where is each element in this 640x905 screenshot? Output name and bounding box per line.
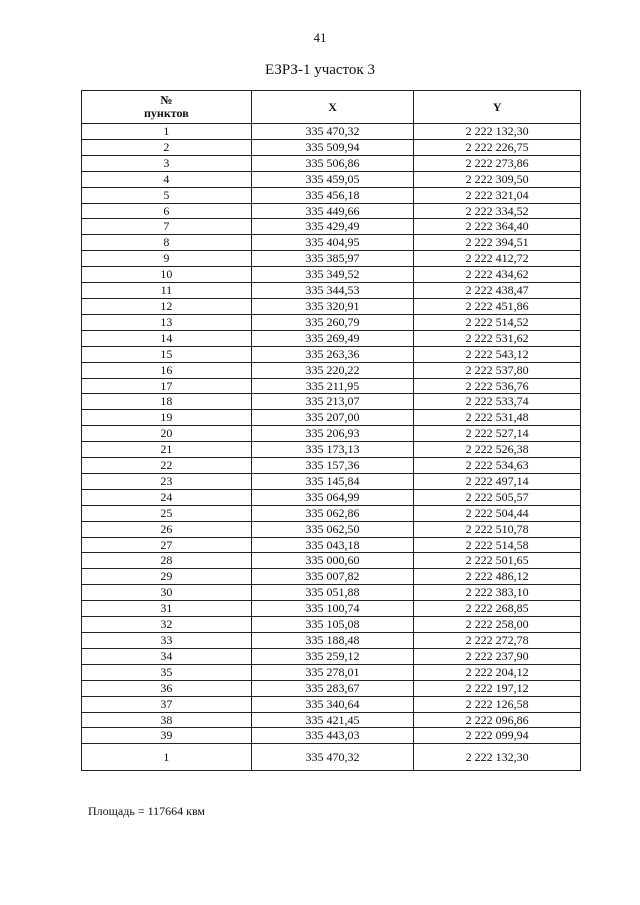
cell-x: 335 100,74	[251, 601, 414, 617]
cell-point-number: 19	[82, 410, 252, 426]
cell-point-number: 23	[82, 473, 252, 489]
page-number: 41	[313, 30, 327, 45]
cell-x: 335 283,67	[251, 680, 414, 696]
cell-point-number: 22	[82, 458, 252, 474]
cell-x: 335 449,66	[251, 203, 414, 219]
cell-y: 2 222 536,76	[414, 378, 581, 394]
cell-y: 2 222 497,14	[414, 473, 581, 489]
cell-point-number: 24	[82, 489, 252, 505]
table-row	[82, 553, 581, 569]
table-row	[82, 187, 581, 203]
table-row	[82, 601, 581, 617]
table-row	[82, 283, 581, 299]
cell-point-number: 31	[82, 601, 252, 617]
table-row	[82, 124, 581, 140]
cell-x: 335 007,82	[251, 569, 414, 585]
cell-y: 2 222 226,75	[414, 139, 581, 155]
table-row	[82, 585, 581, 601]
table-row	[82, 251, 581, 267]
table-row	[82, 426, 581, 442]
cell-x: 335 188,48	[251, 633, 414, 649]
cell-point-number: 36	[82, 680, 252, 696]
cell-point-number: 30	[82, 585, 252, 601]
cell-y: 2 222 501,65	[414, 553, 581, 569]
cell-y: 2 222 126,58	[414, 696, 581, 712]
table-row	[82, 155, 581, 171]
cell-point-number: 28	[82, 553, 252, 569]
cell-point-number: 35	[82, 664, 252, 680]
cell-x: 335 509,94	[251, 139, 414, 155]
table-row	[82, 219, 581, 235]
cell-point-number: 33	[82, 633, 252, 649]
area-text: Площадь = 117664 квм	[88, 804, 206, 818]
cell-x: 335 064,99	[251, 489, 414, 505]
cell-y: 2 222 309,50	[414, 171, 581, 187]
cell-point-number: 13	[82, 314, 252, 330]
cell-x: 335 173,13	[251, 442, 414, 458]
cell-point-number: 25	[82, 505, 252, 521]
cell-point-number: 26	[82, 521, 252, 537]
cell-point-number: 20	[82, 426, 252, 442]
table-row	[82, 664, 581, 680]
cell-y: 2 222 132,30	[414, 124, 581, 140]
cell-x: 335 145,84	[251, 473, 414, 489]
cell-point-number: 38	[82, 712, 252, 728]
cell-y: 2 222 334,52	[414, 203, 581, 219]
cell-point-number: 9	[82, 251, 252, 267]
cell-y: 2 222 531,62	[414, 330, 581, 346]
cell-x: 335 213,07	[251, 394, 414, 410]
cell-y: 2 222 533,74	[414, 394, 581, 410]
cell-point-number: 12	[82, 298, 252, 314]
table-row	[82, 537, 581, 553]
cell-point-number: 3	[82, 155, 252, 171]
cell-y: 2 222 364,40	[414, 219, 581, 235]
cell-point-number: 14	[82, 330, 252, 346]
cell-y: 2 222 412,72	[414, 251, 581, 267]
cell-x: 335 051,88	[251, 585, 414, 601]
header-point-number: № пунктов	[82, 91, 252, 124]
cell-y: 2 222 258,00	[414, 617, 581, 633]
cell-point-number: 2	[82, 139, 252, 155]
table-row	[82, 410, 581, 426]
cell-x: 335 157,36	[251, 458, 414, 474]
cell-x: 335 062,86	[251, 505, 414, 521]
cell-y: 2 222 197,12	[414, 680, 581, 696]
cell-y: 2 222 451,86	[414, 298, 581, 314]
table-row	[82, 744, 581, 771]
cell-x: 335 269,49	[251, 330, 414, 346]
cell-x: 335 443,03	[251, 728, 414, 744]
cell-y: 2 222 438,47	[414, 283, 581, 299]
cell-point-number: 18	[82, 394, 252, 410]
cell-point-number: 16	[82, 362, 252, 378]
header-x: X	[251, 91, 414, 124]
table-row	[82, 267, 581, 283]
cell-point-number: 21	[82, 442, 252, 458]
table-row	[82, 139, 581, 155]
cell-point-number: 5	[82, 187, 252, 203]
cell-x: 335 340,64	[251, 696, 414, 712]
cell-x: 335 220,22	[251, 362, 414, 378]
table-row	[82, 362, 581, 378]
cell-y: 2 222 132,30	[414, 744, 581, 771]
cell-point-number: 7	[82, 219, 252, 235]
table-row	[82, 680, 581, 696]
table-row	[82, 235, 581, 251]
cell-point-number: 17	[82, 378, 252, 394]
cell-x: 335 344,53	[251, 283, 414, 299]
cell-point-number: 11	[82, 283, 252, 299]
cell-y: 2 222 531,48	[414, 410, 581, 426]
cell-x: 335 459,05	[251, 171, 414, 187]
table-row	[82, 171, 581, 187]
table-row	[82, 489, 581, 505]
cell-y: 2 222 237,90	[414, 648, 581, 664]
table-row	[82, 633, 581, 649]
cell-y: 2 222 096,86	[414, 712, 581, 728]
cell-y: 2 222 527,14	[414, 426, 581, 442]
table-row	[82, 203, 581, 219]
cell-x: 335 043,18	[251, 537, 414, 553]
cell-y: 2 222 514,52	[414, 314, 581, 330]
table-row	[82, 473, 581, 489]
table-row	[82, 505, 581, 521]
cell-x: 335 260,79	[251, 314, 414, 330]
cell-y: 2 222 383,10	[414, 585, 581, 601]
cell-y: 2 222 537,80	[414, 362, 581, 378]
table-row	[82, 458, 581, 474]
cell-y: 2 222 504,44	[414, 505, 581, 521]
cell-point-number: 1	[82, 124, 252, 140]
cell-x: 335 259,12	[251, 648, 414, 664]
cell-point-number: 8	[82, 235, 252, 251]
table-row	[82, 298, 581, 314]
cell-x: 335 506,86	[251, 155, 414, 171]
table-row	[82, 346, 581, 362]
table-row	[82, 712, 581, 728]
cell-point-number: 34	[82, 648, 252, 664]
cell-y: 2 222 394,51	[414, 235, 581, 251]
cell-x: 335 000,60	[251, 553, 414, 569]
cell-y: 2 222 543,12	[414, 346, 581, 362]
cell-point-number: 39	[82, 728, 252, 744]
table-row	[82, 378, 581, 394]
table-header-row	[82, 91, 581, 124]
table-row	[82, 648, 581, 664]
table-row	[82, 330, 581, 346]
cell-point-number: 27	[82, 537, 252, 553]
cell-y: 2 222 204,12	[414, 664, 581, 680]
table-row	[82, 617, 581, 633]
cell-point-number: 4	[82, 171, 252, 187]
cell-x: 335 105,08	[251, 617, 414, 633]
cell-y: 2 222 099,94	[414, 728, 581, 744]
table-row	[82, 394, 581, 410]
cell-x: 335 211,95	[251, 378, 414, 394]
cell-point-number: 29	[82, 569, 252, 585]
cell-point-number: 32	[82, 617, 252, 633]
cell-x: 335 470,32	[251, 744, 414, 771]
table-row	[82, 569, 581, 585]
cell-x: 335 206,93	[251, 426, 414, 442]
cell-point-number: 37	[82, 696, 252, 712]
cell-x: 335 429,49	[251, 219, 414, 235]
cell-y: 2 222 268,85	[414, 601, 581, 617]
cell-point-number: 6	[82, 203, 252, 219]
table-row	[82, 442, 581, 458]
document-title: ЕЗРЗ-1 участок 3	[265, 62, 375, 78]
table-row	[82, 314, 581, 330]
cell-x: 335 456,18	[251, 187, 414, 203]
cell-y: 2 222 510,78	[414, 521, 581, 537]
header-y: Y	[414, 91, 581, 124]
cell-point-number: 10	[82, 267, 252, 283]
cell-y: 2 222 534,63	[414, 458, 581, 474]
cell-point-number: 1	[82, 744, 252, 771]
coordinates-table	[81, 90, 581, 771]
cell-y: 2 222 526,38	[414, 442, 581, 458]
cell-y: 2 222 321,04	[414, 187, 581, 203]
cell-y: 2 222 273,86	[414, 155, 581, 171]
cell-y: 2 222 272,78	[414, 633, 581, 649]
cell-x: 335 320,91	[251, 298, 414, 314]
cell-x: 335 349,52	[251, 267, 414, 283]
table-body	[82, 124, 581, 771]
cell-y: 2 222 514,58	[414, 537, 581, 553]
cell-y: 2 222 486,12	[414, 569, 581, 585]
cell-x: 335 385,97	[251, 251, 414, 267]
table-row	[82, 696, 581, 712]
cell-x: 335 263,36	[251, 346, 414, 362]
cell-y: 2 222 434,62	[414, 267, 581, 283]
cell-x: 335 421,45	[251, 712, 414, 728]
cell-x: 335 278,01	[251, 664, 414, 680]
table-row	[82, 521, 581, 537]
cell-x: 335 207,00	[251, 410, 414, 426]
table-row	[82, 728, 581, 744]
cell-x: 335 470,32	[251, 124, 414, 140]
cell-y: 2 222 505,57	[414, 489, 581, 505]
cell-x: 335 062,50	[251, 521, 414, 537]
cell-point-number: 15	[82, 346, 252, 362]
cell-x: 335 404,95	[251, 235, 414, 251]
